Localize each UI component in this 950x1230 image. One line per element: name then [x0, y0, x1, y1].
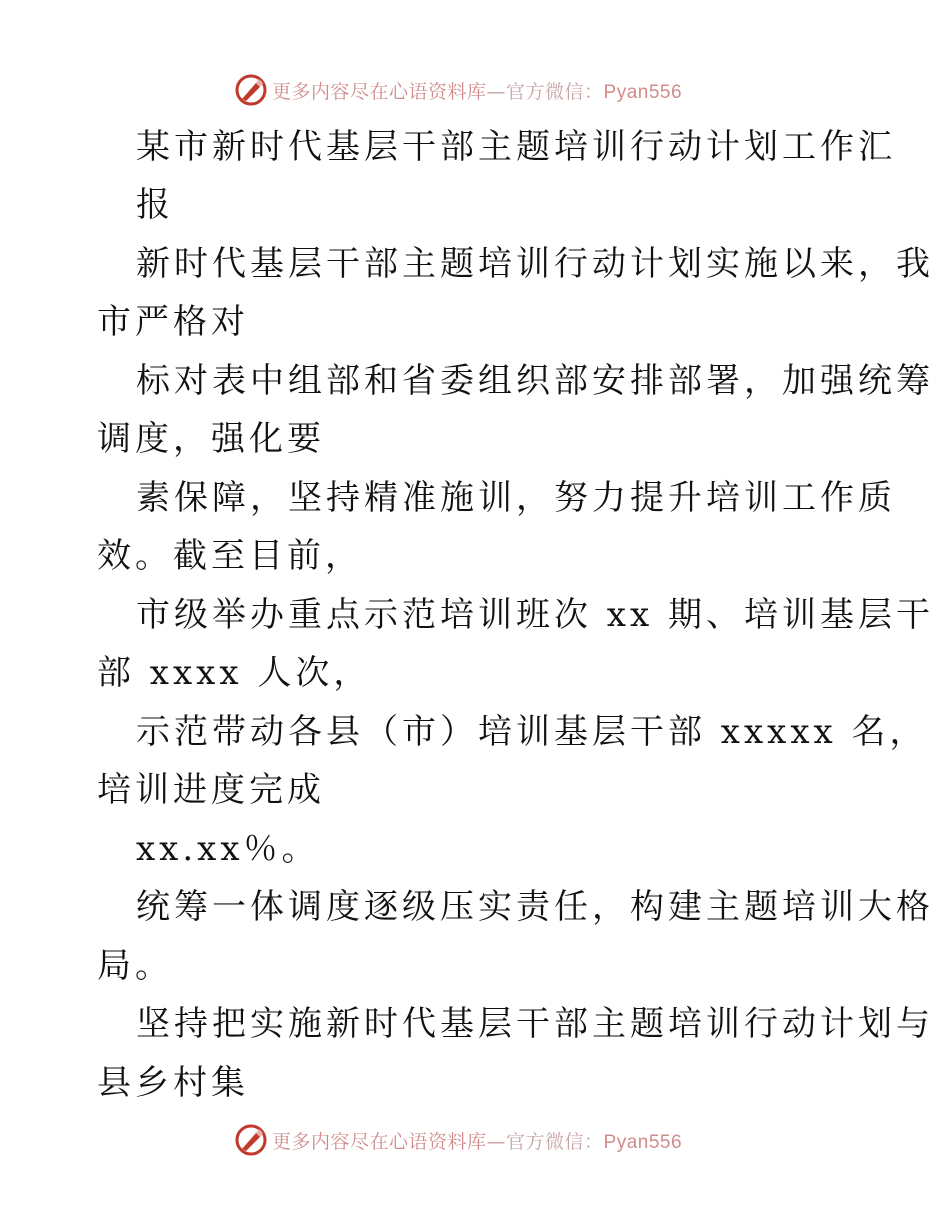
header-watermark	[234, 73, 682, 107]
watermark-brand: 更多内容尽在心语资料库	[272, 80, 487, 103]
paragraph-line: 培训进度完成	[97, 770, 325, 810]
pen-logo-icon	[234, 1123, 268, 1157]
paragraph-line: 素保障，坚持精准施训，努力提升培训工作质	[136, 478, 896, 518]
watermark-separator: —	[486, 1130, 507, 1153]
paragraph-line: 调度，强化要	[97, 419, 325, 459]
footer-watermark	[234, 1123, 682, 1157]
watermark-wechat-id: Pyan556	[603, 81, 683, 103]
document-title-line-2: 报	[136, 185, 174, 225]
paragraph-line: 局。	[97, 946, 173, 986]
paragraph-line: 坚持把实施新时代基层干部主题培训行动计划与	[136, 1004, 934, 1044]
watermark-text	[272, 1127, 682, 1154]
watermark-brand: 更多内容尽在心语资料库	[272, 1130, 487, 1153]
document-title-line-1: 某市新时代基层干部主题培训行动计划工作汇	[136, 127, 896, 167]
paragraph-line: 新时代基层干部主题培训行动计划实施以来，我	[136, 244, 934, 284]
watermark-wechat-label: 官方微信：	[506, 80, 604, 103]
paragraph-line: 统筹一体调度逐级压实责任，构建主题培训大格	[136, 887, 934, 927]
watermark-separator: —	[486, 80, 507, 103]
paragraph-line: xx.xx％。	[136, 829, 320, 869]
paragraph-line: 效。截至目前，	[97, 536, 363, 576]
paragraph-line: 示范带动各县（市）培训基层干部 xxxxx 名，	[136, 712, 928, 752]
watermark-text	[272, 77, 682, 104]
paragraph-line: 县乡村集	[97, 1063, 249, 1103]
paragraph-line: 市严格对	[97, 302, 249, 342]
paragraph-line: 市级举办重点示范培训班次 xx 期、培训基层干	[136, 595, 934, 635]
paragraph-line: 标对表中组部和省委组织部安排部署，加强统筹	[136, 361, 934, 401]
paragraph-line: 部 xxxx 人次，	[97, 653, 372, 693]
pen-logo-icon	[234, 73, 268, 107]
watermark-wechat-id: Pyan556	[603, 1131, 683, 1153]
watermark-wechat-label: 官方微信：	[506, 1130, 604, 1153]
